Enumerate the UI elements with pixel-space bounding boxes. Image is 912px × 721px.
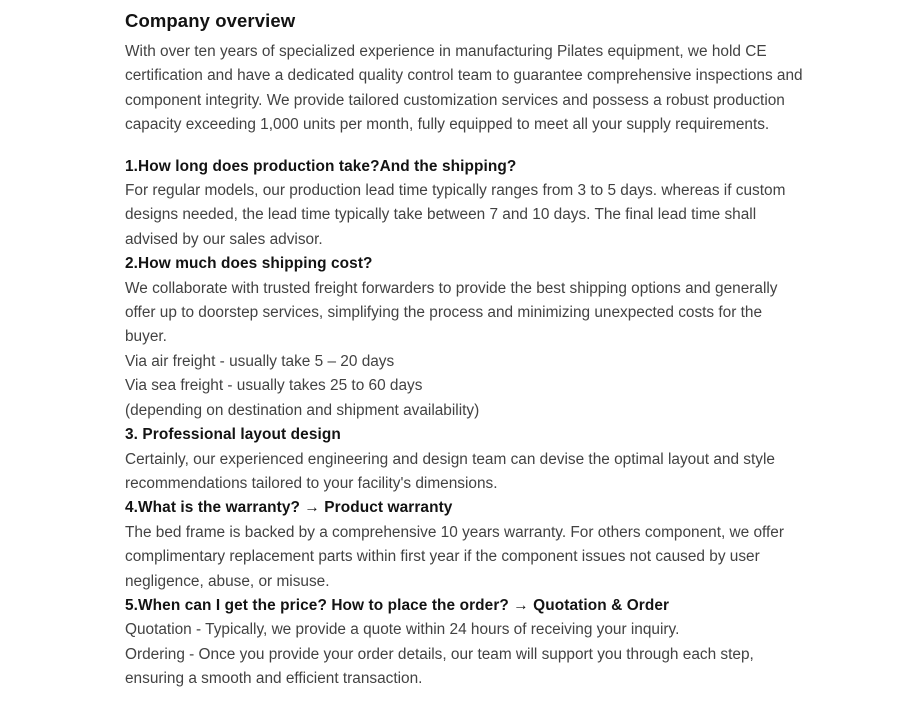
faq-item-quotation-order xyxy=(125,594,806,692)
page-title: Company overview xyxy=(125,10,296,31)
faq-answer-air-freight: Via air freight - usually take 5 – 20 days xyxy=(125,352,395,370)
faq-question: 5.When can I get the price? How to place the order? → Quotation & Order xyxy=(125,596,670,614)
faq-question: 1.How long does production take?And the shipping? xyxy=(125,157,517,175)
faq-item-shipping-cost xyxy=(125,252,806,423)
company-intro-text: With over ten years of specialized experience in manufacturing Pilates equipment, we hold CE certification and have a dedicated quality control team to guarantee comprehensive inspections and component integrity. We provide tailored customization services and possess a robust production capacity exceeding 1,000 units per month, fully equipped to meet all your supply requirements. xyxy=(125,43,803,134)
faq-answer: Certainly, our experienced engineering and design team can devise the optimal layout and style recommendations tailored to your facility's dimensions. xyxy=(125,450,775,492)
faq-question: 4.What is the warranty? → Product warranty xyxy=(125,499,453,517)
faq-answer-note: (depending on destination and shipment availability) xyxy=(125,401,480,419)
faq-answer: The bed frame is backed by a comprehensive 10 years warranty. For others component, we offer complimentary replacement parts within first year if the component issues not caused by user negligence, abuse, or misuse. xyxy=(125,523,784,590)
faq-item-warranty xyxy=(125,496,806,594)
faq-question: 2.How much does shipping cost? xyxy=(125,255,373,273)
faq-answer-sea-freight: Via sea freight - usually takes 25 to 60 days xyxy=(125,377,423,395)
faq-answer: We collaborate with trusted freight forwarders to provide the best shipping options and generally offer up to doorstep services, simplifying the process and minimizing unexpected costs for the buyer. xyxy=(125,279,778,346)
faq-answer-ordering: Ordering - Once you provide your order details, our team will support you through each step, ensuring a smooth and efficient transaction. xyxy=(125,645,754,688)
faq-answer: For regular models, our production lead time typically ranges from 3 to 5 days. whereas if custom designs needed, the lead time typically take between 7 and 10 days. The final lead time shall advised by our sales advisor. xyxy=(125,182,786,248)
faq-item-layout-design xyxy=(125,423,806,496)
faq-item-production-shipping xyxy=(125,155,806,253)
faq-question: 3. Professional layout design xyxy=(125,426,341,444)
faq-answer-quotation: Quotation - Typically, we provide a quote within 24 hours of receiving your inquiry. xyxy=(125,621,680,639)
